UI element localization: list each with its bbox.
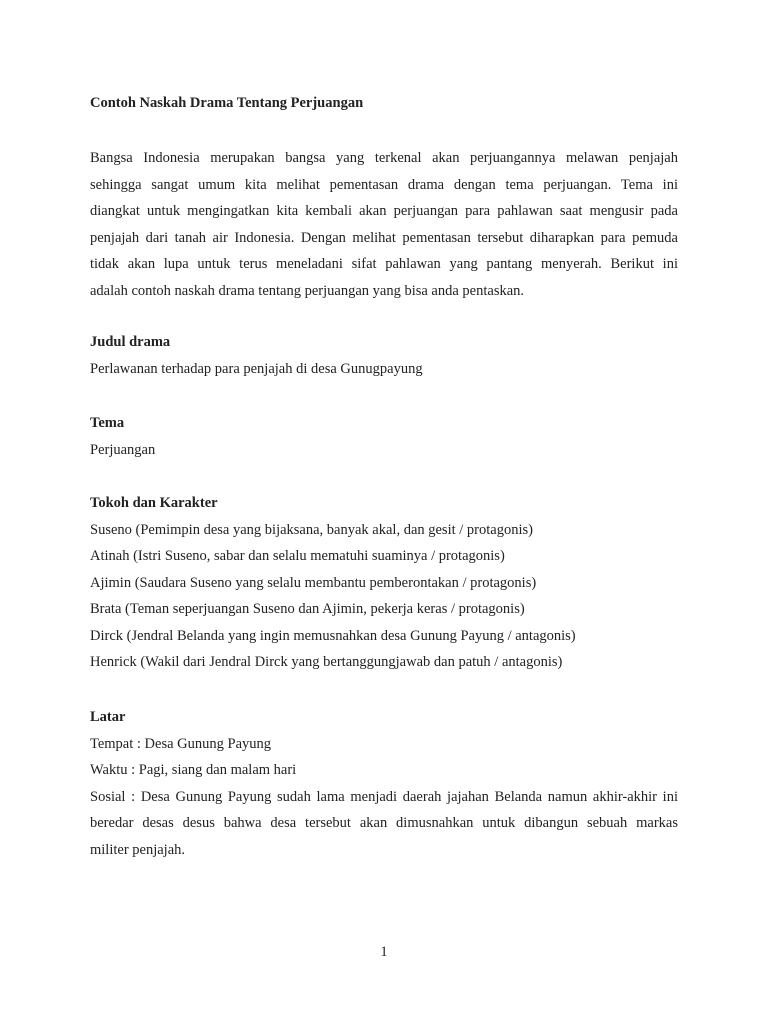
paragraph-line: penjajah dari tanah air Indonesia. Dengan melihat pementasan tersebut diharapkan para pemuda xyxy=(90,229,678,246)
paragraph-line: tidak akan lupa untuk terus meneladani sifat pahlawan yang pantang menyerah. Berikut ini xyxy=(90,256,678,272)
latar-sosial-line: Sosial : Desa Gunung Payung sudah lama menjadi daerah jajahan Belanda namun akhir-akhir ini xyxy=(90,788,678,805)
judul-section xyxy=(90,329,678,382)
character-item: Brata (Teman seperjuangan Suseno dan Ajimin, pekerja keras / protagonis) xyxy=(90,601,525,617)
paragraph-line: diangkat untuk mengingatkan kita kembali akan perjuangan para pahlawan saat mengusir pada xyxy=(90,203,678,219)
intro-paragraph xyxy=(90,145,678,304)
paragraph-line: adalah contoh naskah drama tentang perjuangan yang bisa anda pentaskan. xyxy=(90,282,525,299)
paragraph-line: sehingga sangat umum kita melihat pementasan drama dengan tema perjuangan. Tema ini xyxy=(90,176,678,193)
section-value: Perjuangan xyxy=(90,441,156,458)
character-item: Dirck (Jendral Belanda yang ingin memusnahkan desa Gunung Payung / antagonis) xyxy=(90,627,576,644)
latar-waktu: Waktu : Pagi, siang dan malam hari xyxy=(90,762,297,778)
section-heading: Tokoh dan Karakter xyxy=(90,495,218,511)
character-item: Henrick (Wakil dari Jendral Dirck yang bertanggungjawab dan patuh / antagonis) xyxy=(90,654,563,670)
latar-section xyxy=(90,704,678,863)
paragraph-line: Bangsa Indonesia merupakan bangsa yang terkenal akan perjuangannya melawan penjajah xyxy=(90,150,678,166)
page-number: 1 xyxy=(380,944,388,960)
section-heading: Tema xyxy=(90,415,125,431)
latar-tempat: Tempat : Desa Gunung Payung xyxy=(90,735,272,752)
latar-sosial-line: militer penjajah. xyxy=(90,841,186,858)
latar-sosial-line: beredar desas desus bahwa desa tersebut akan dimusnahkan untuk dibangun sebuah markas xyxy=(90,815,678,831)
section-value: Perlawanan terhadap para penjajah di desa Gunugpayung xyxy=(90,360,423,377)
document-title: Contoh Naskah Drama Tentang Perjuangan xyxy=(90,95,364,111)
character-item: Suseno (Pemimpin desa yang bijaksana, banyak akal, dan gesit / protagonis) xyxy=(90,521,533,538)
section-heading: Latar xyxy=(90,709,126,725)
tema-section xyxy=(90,410,678,463)
character-item: Ajimin (Saudara Suseno yang selalu membantu pemberontakan / protagonis) xyxy=(90,574,537,591)
document-title-block xyxy=(90,90,678,117)
tokoh-section xyxy=(90,490,678,676)
character-item: Atinah (Istri Suseno, sabar dan selalu mematuhi suaminya / protagonis) xyxy=(90,548,505,564)
section-heading: Judul drama xyxy=(90,334,171,350)
